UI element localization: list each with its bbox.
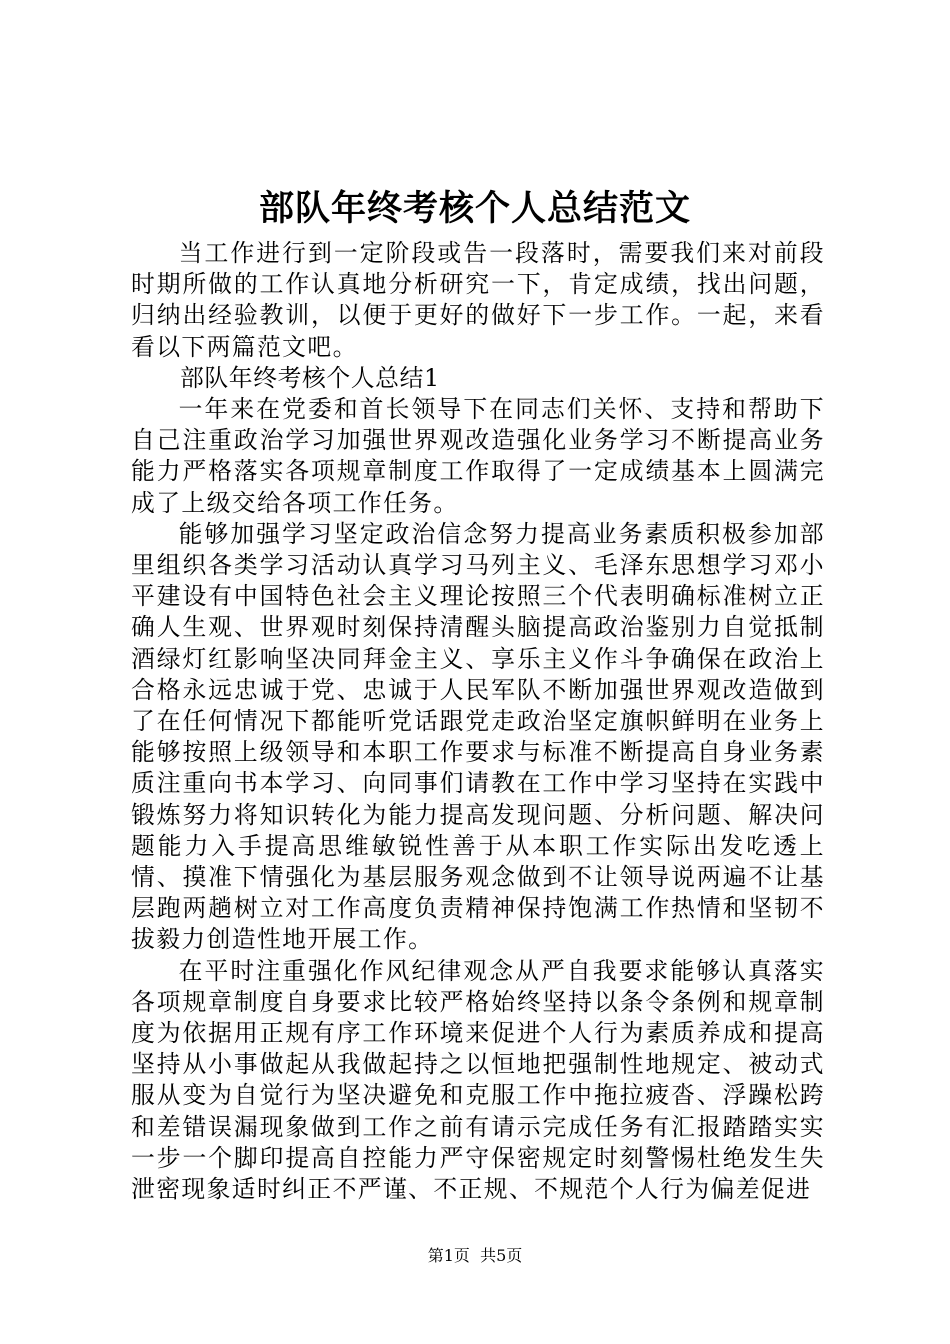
document-title: 部队年终考核个人总结范文 <box>258 188 691 229</box>
page-total: 共5页 <box>480 1246 523 1265</box>
footer-spacer <box>470 1246 480 1265</box>
intro-paragraph: 当工作进行到一定阶段或告一段落时，需要我们来对前段时期所做的工作认真地分析研究一下，肯定成绩，找出问题，归纳出经验教训，以便于更好的做好下一步工作。一起，来看看以下两篇范文吧。 <box>131 239 825 361</box>
document-body <box>131 238 825 1205</box>
page-footer <box>0 1244 950 1268</box>
body-paragraph-2: 能够加强学习坚定政治信念努力提高业务素质积极参加部里组织各类学习活动认真学习马列主义、毛泽东思想学习邓小平建设有中国特色社会主义理论按照三个代表明确标准树立正确人生观、世界观时刻保持清醒头脑提高政治鉴别力自觉抵制酒绿灯红影响坚决同拜金主义、享乐主义作斗争确保在政治上合格永远忠诚于党、忠诚于人民军队不断加强世界观改造做到了在任何情况下都能听党话跟党走政治坚定旗帜鲜明在业务上能够按照上级领导和本职工作要求与标准不断提高自身业务素质注重向书本学习、向同事们请教在工作中学习坚持在实践中锻炼努力将知识转化为能力提高发现问题、分析问题、解决问题能力入手提高思维敏锐性善于从本职工作实际出发吃透上情、摸准下情强化为基层服务观念做到不让领导说两遍不让基层跑两趟树立对工作高度负责精神保持饱满工作热情和坚韧不拔毅力创造性地开展工作。 <box>131 519 825 954</box>
body-paragraph-3: 在平时注重强化作风纪律观念从严自我要求能够认真落实各项规章制度自身要求比较严格始终坚持以条令条例和规章制度为依据用正规有序工作环境来促进个人行为素质养成和提高坚持从小事做起从我做起持之以恒地把强制性地规定、被动式服从变为自觉行为坚决避免和克服工作中拖拉疲沓、浮躁松跨和差错误漏现象做到工作之前有请示完成任务有汇报踏踏实实一步一个脚印提高自控能力严守保密规定时刻警惕杜绝发生失泄密现象适时纠正不严谨、不正规、不规范个人行为偏差促进 <box>131 956 825 1204</box>
body-paragraph-1: 一年来在党委和首长领导下在同志们关怀、支持和帮助下自己注重政治学习加强世界观改造强化业务学习不断提高业务能力严格落实各项规章制度工作取得了一定成绩基本上圆满完成了上级交给各项工作任务。 <box>131 395 825 517</box>
page-number: 第1页 <box>427 1246 470 1265</box>
section-heading: 部队年终考核个人总结1 <box>180 363 440 392</box>
